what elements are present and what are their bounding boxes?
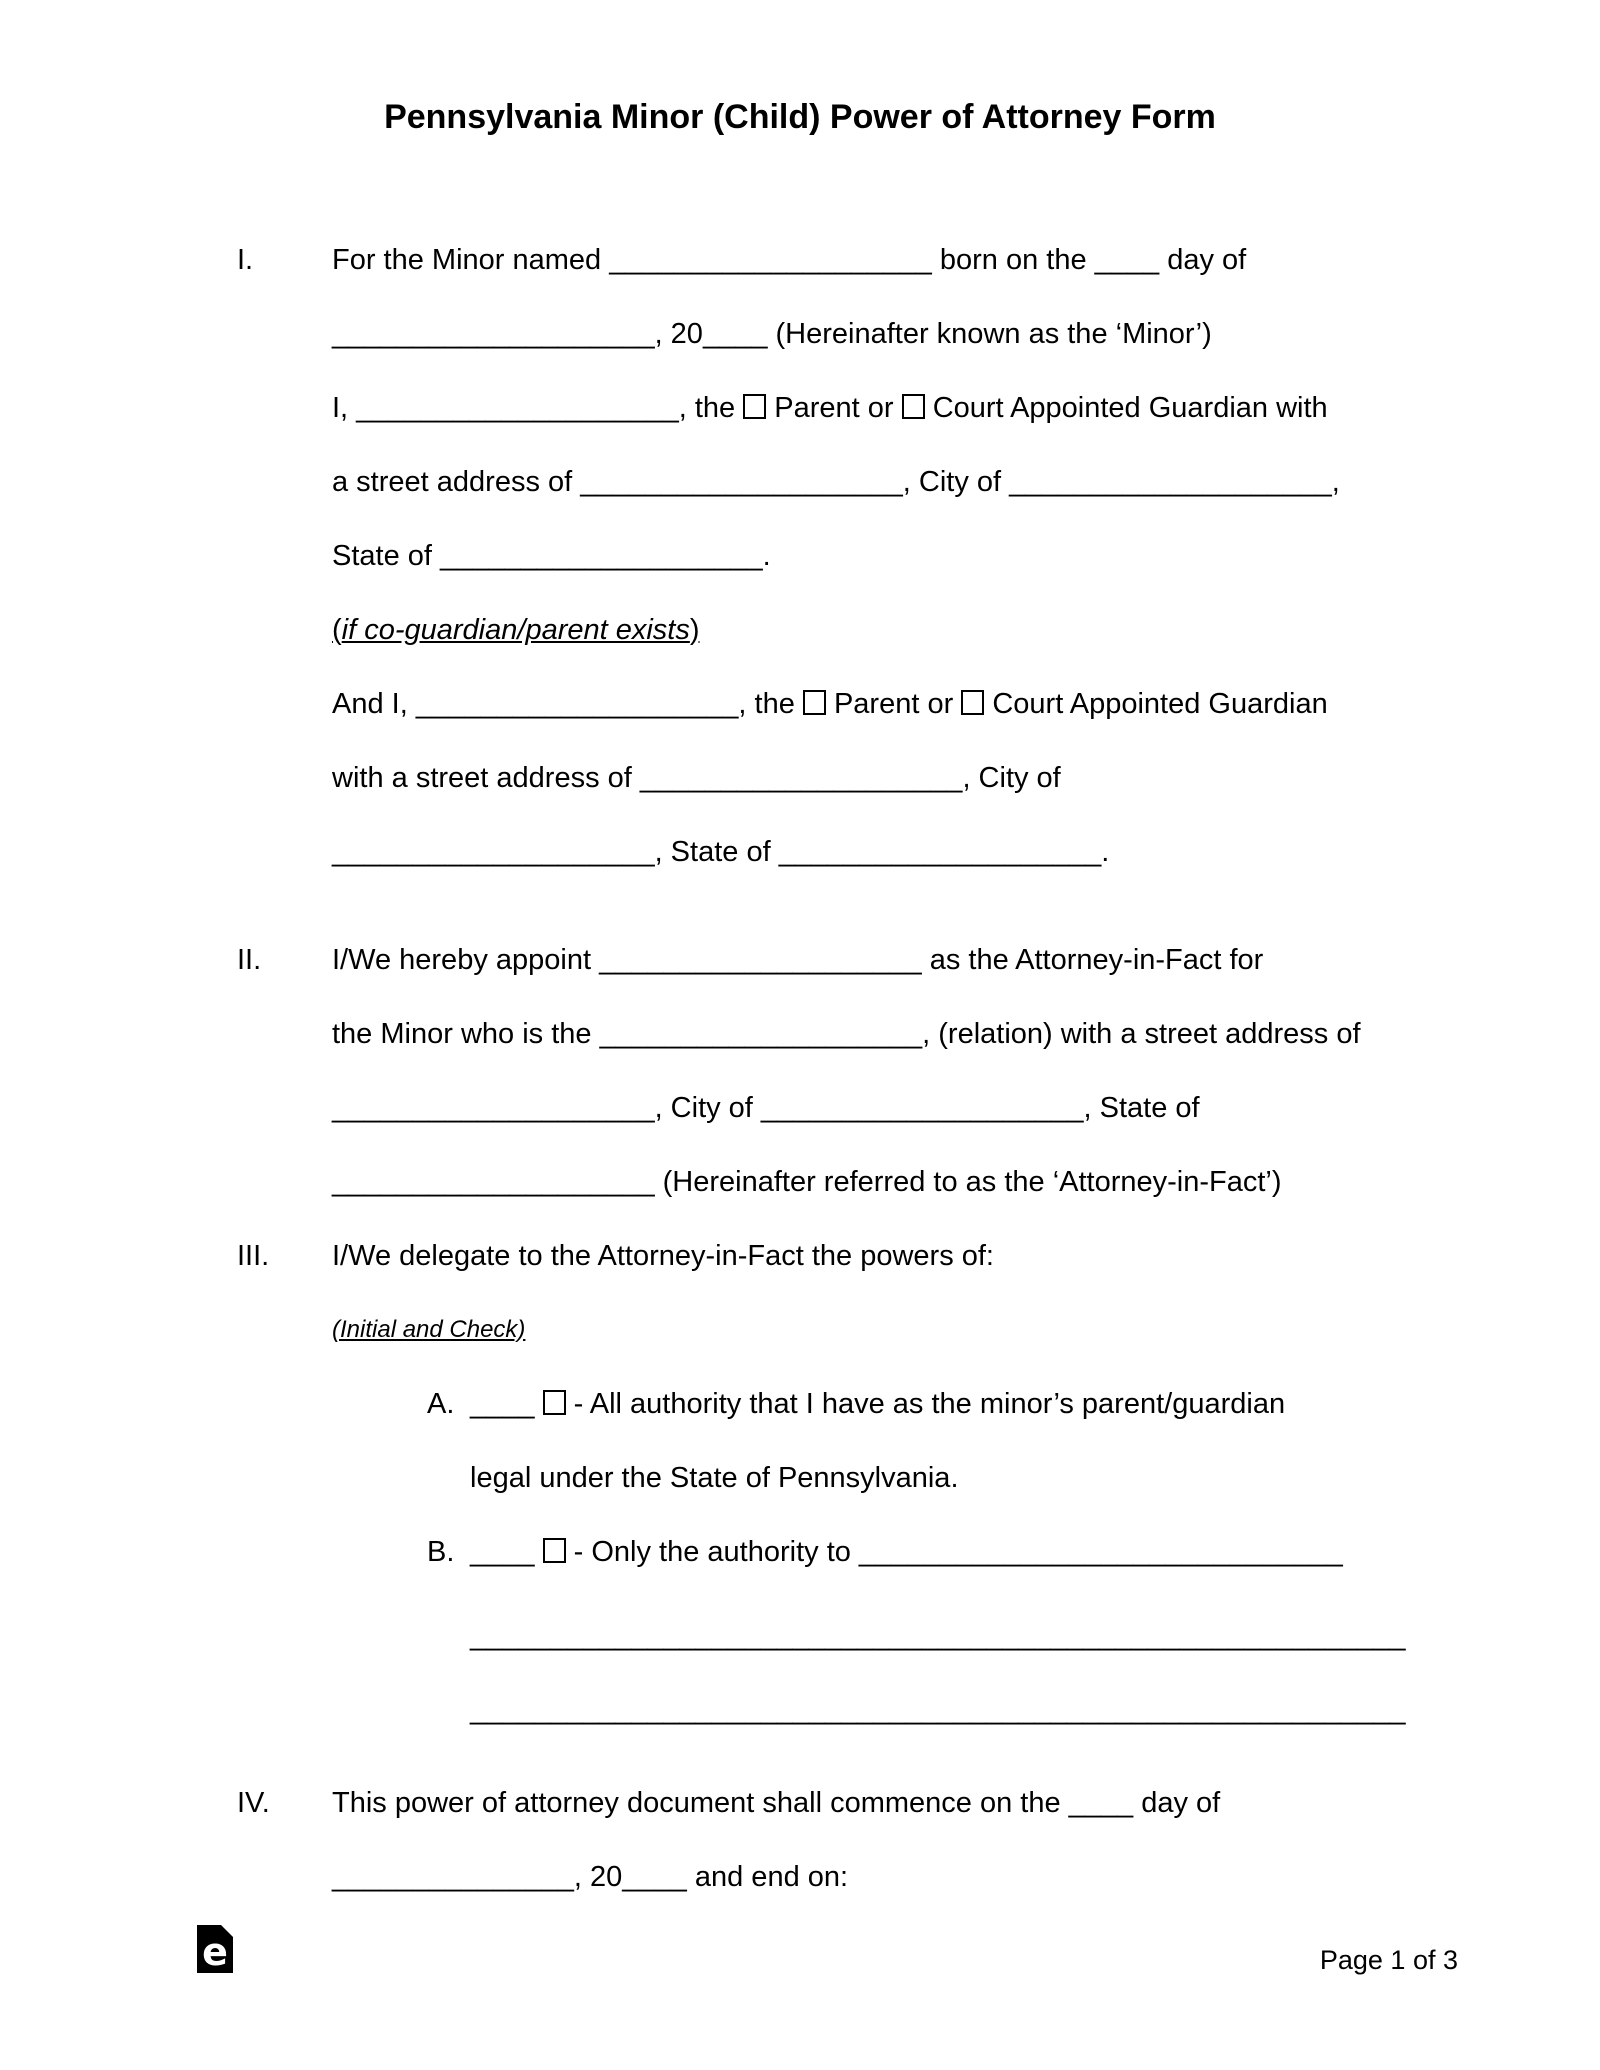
- option-b-line: [470, 1515, 1540, 1589]
- guardian-2-line: [332, 667, 1540, 741]
- end-date-line: _______________, 20____ and end on:: [332, 1860, 849, 1893]
- delegate-powers-line: I/We delegate to the Attorney-in-Fact the powers of:: [332, 1239, 994, 1272]
- commence-date-line: This power of attorney document shall commence on the ____ day of: [332, 1786, 1221, 1819]
- section-i: [0, 223, 1600, 889]
- option-b-blank-line-1: __________________________________________________________: [470, 1619, 1406, 1652]
- all-authority-checkbox[interactable]: [543, 1390, 566, 1415]
- section-ii: [0, 923, 1600, 1219]
- co-guardian-note-text: [332, 614, 700, 646]
- court-guardian-checkbox-2[interactable]: [961, 690, 984, 715]
- initial-blank: ____: [470, 1387, 543, 1420]
- note-italic-text: if co-guardian/parent exists: [341, 613, 690, 646]
- section-iv-numeral: IV.: [237, 1786, 270, 1819]
- line-text: Parent or: [766, 391, 902, 424]
- line-text: Court Appointed Guardian with: [924, 391, 1328, 424]
- guardian-1-address-line: a street address of ____________________, City of ____________________,: [332, 465, 1340, 498]
- guardian-2-state-line: ____________________, State of ____________________.: [332, 835, 1110, 868]
- court-guardian-checkbox-1[interactable]: [902, 394, 925, 419]
- paren-close: ): [689, 613, 700, 646]
- page-number: Page 1 of 3: [1319, 1945, 1458, 1975]
- section-i-numeral: I.: [237, 243, 254, 276]
- only-authority-checkbox[interactable]: [543, 1538, 566, 1563]
- option-b-blank-line-2: __________________________________________________________: [470, 1693, 1406, 1726]
- line-text: I, ____________________, the: [332, 391, 744, 424]
- attorney-city-state-line: ____________________, City of ____________________, State of: [332, 1091, 1200, 1124]
- appoint-attorney-line: I/We hereby appoint ____________________ as the Attorney-in-Fact for: [332, 943, 1264, 976]
- paren-open: (: [332, 613, 342, 646]
- section-iv: [0, 1766, 1600, 1914]
- initial-blank: ____: [470, 1535, 543, 1568]
- option-a-line: [470, 1367, 1540, 1441]
- attorney-hereinafter-line: ____________________ (Hereinafter referred to as the ‘Attorney-in-Fact’): [332, 1165, 1282, 1198]
- guardian-1-line: [332, 371, 1540, 445]
- section-iii-numeral: III.: [237, 1239, 270, 1272]
- section-iii: [0, 1219, 1600, 1747]
- minor-birthdate-line: ____________________, 20____ (Hereinafter known as the ‘Minor’): [332, 317, 1212, 350]
- minor-name-line: For the Minor named ____________________ born on the ____ day of: [332, 243, 1247, 276]
- line-text: And I, ____________________, the: [332, 687, 803, 720]
- parent-checkbox-2[interactable]: [803, 690, 826, 715]
- guardian-2-address-line: with a street address of ____________________, City of: [332, 761, 1061, 794]
- line-text: - Only the authority to ______________________________: [565, 1535, 1343, 1568]
- option-b-label: B.: [427, 1535, 455, 1568]
- option-a-line-2: legal under the State of Pennsylvania.: [470, 1461, 959, 1494]
- line-text: - All authority that I have as the minor’s parent/guardian: [565, 1387, 1286, 1420]
- initial-and-check-text: (Initial and Check): [332, 1315, 526, 1343]
- eforms-logo: [197, 1925, 233, 1973]
- attorney-relation-line: the Minor who is the ____________________, (relation) with a street address of: [332, 1017, 1361, 1050]
- eforms-logo-letter: e: [202, 1930, 228, 1974]
- co-guardian-note: [332, 593, 1540, 667]
- document-title: Pennsylvania Minor (Child) Power of Attorney Form: [384, 98, 1216, 136]
- authority-option-b: [332, 1515, 1540, 1747]
- option-a-label: A.: [427, 1387, 455, 1420]
- initial-and-check-note: [332, 1293, 1540, 1367]
- guardian-1-state-line: State of ____________________.: [332, 539, 771, 572]
- line-text: Parent or: [825, 687, 962, 720]
- section-ii-numeral: II.: [237, 943, 262, 976]
- parent-checkbox-1[interactable]: [743, 394, 766, 419]
- line-text: Court Appointed Guardian: [984, 687, 1328, 720]
- authority-option-a: [332, 1367, 1540, 1515]
